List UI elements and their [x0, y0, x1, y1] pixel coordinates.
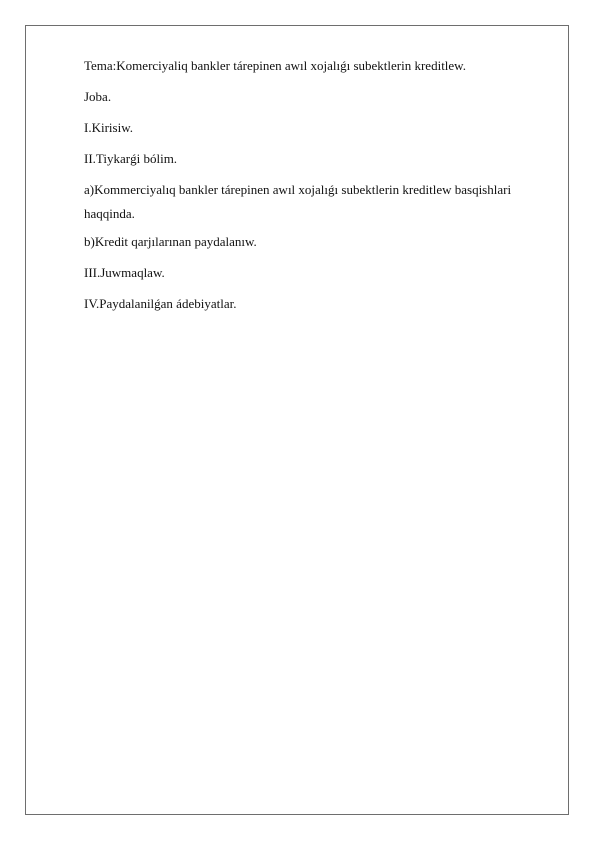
- topic-title: Tema:Komerciyaliq bankler tárepinen awıl xojalıǵı subektlerin kreditlew.: [84, 58, 466, 73]
- plan-heading: Joba.: [84, 89, 112, 104]
- plan-item-main-part: II.Tiykarǵi bólim.: [84, 151, 178, 166]
- plan-item-introduction: I.Kirisiw.: [84, 120, 133, 135]
- plan-item-conclusion: III.Juwmaqlaw.: [84, 265, 165, 280]
- document-body: [84, 57, 554, 326]
- plan-item-subsection-b: b)Kredit qarjılarınan paydalanıw.: [84, 234, 257, 249]
- plan-item-references: IV.Paydalanilǵan ádebiyatlar.: [84, 296, 237, 311]
- plan-item-subsection-a: a)Kommerciyalıq bankler tárepinen awıl xojalıǵı subektlerin kreditlew basqishlari haqqinda.: [84, 182, 512, 221]
